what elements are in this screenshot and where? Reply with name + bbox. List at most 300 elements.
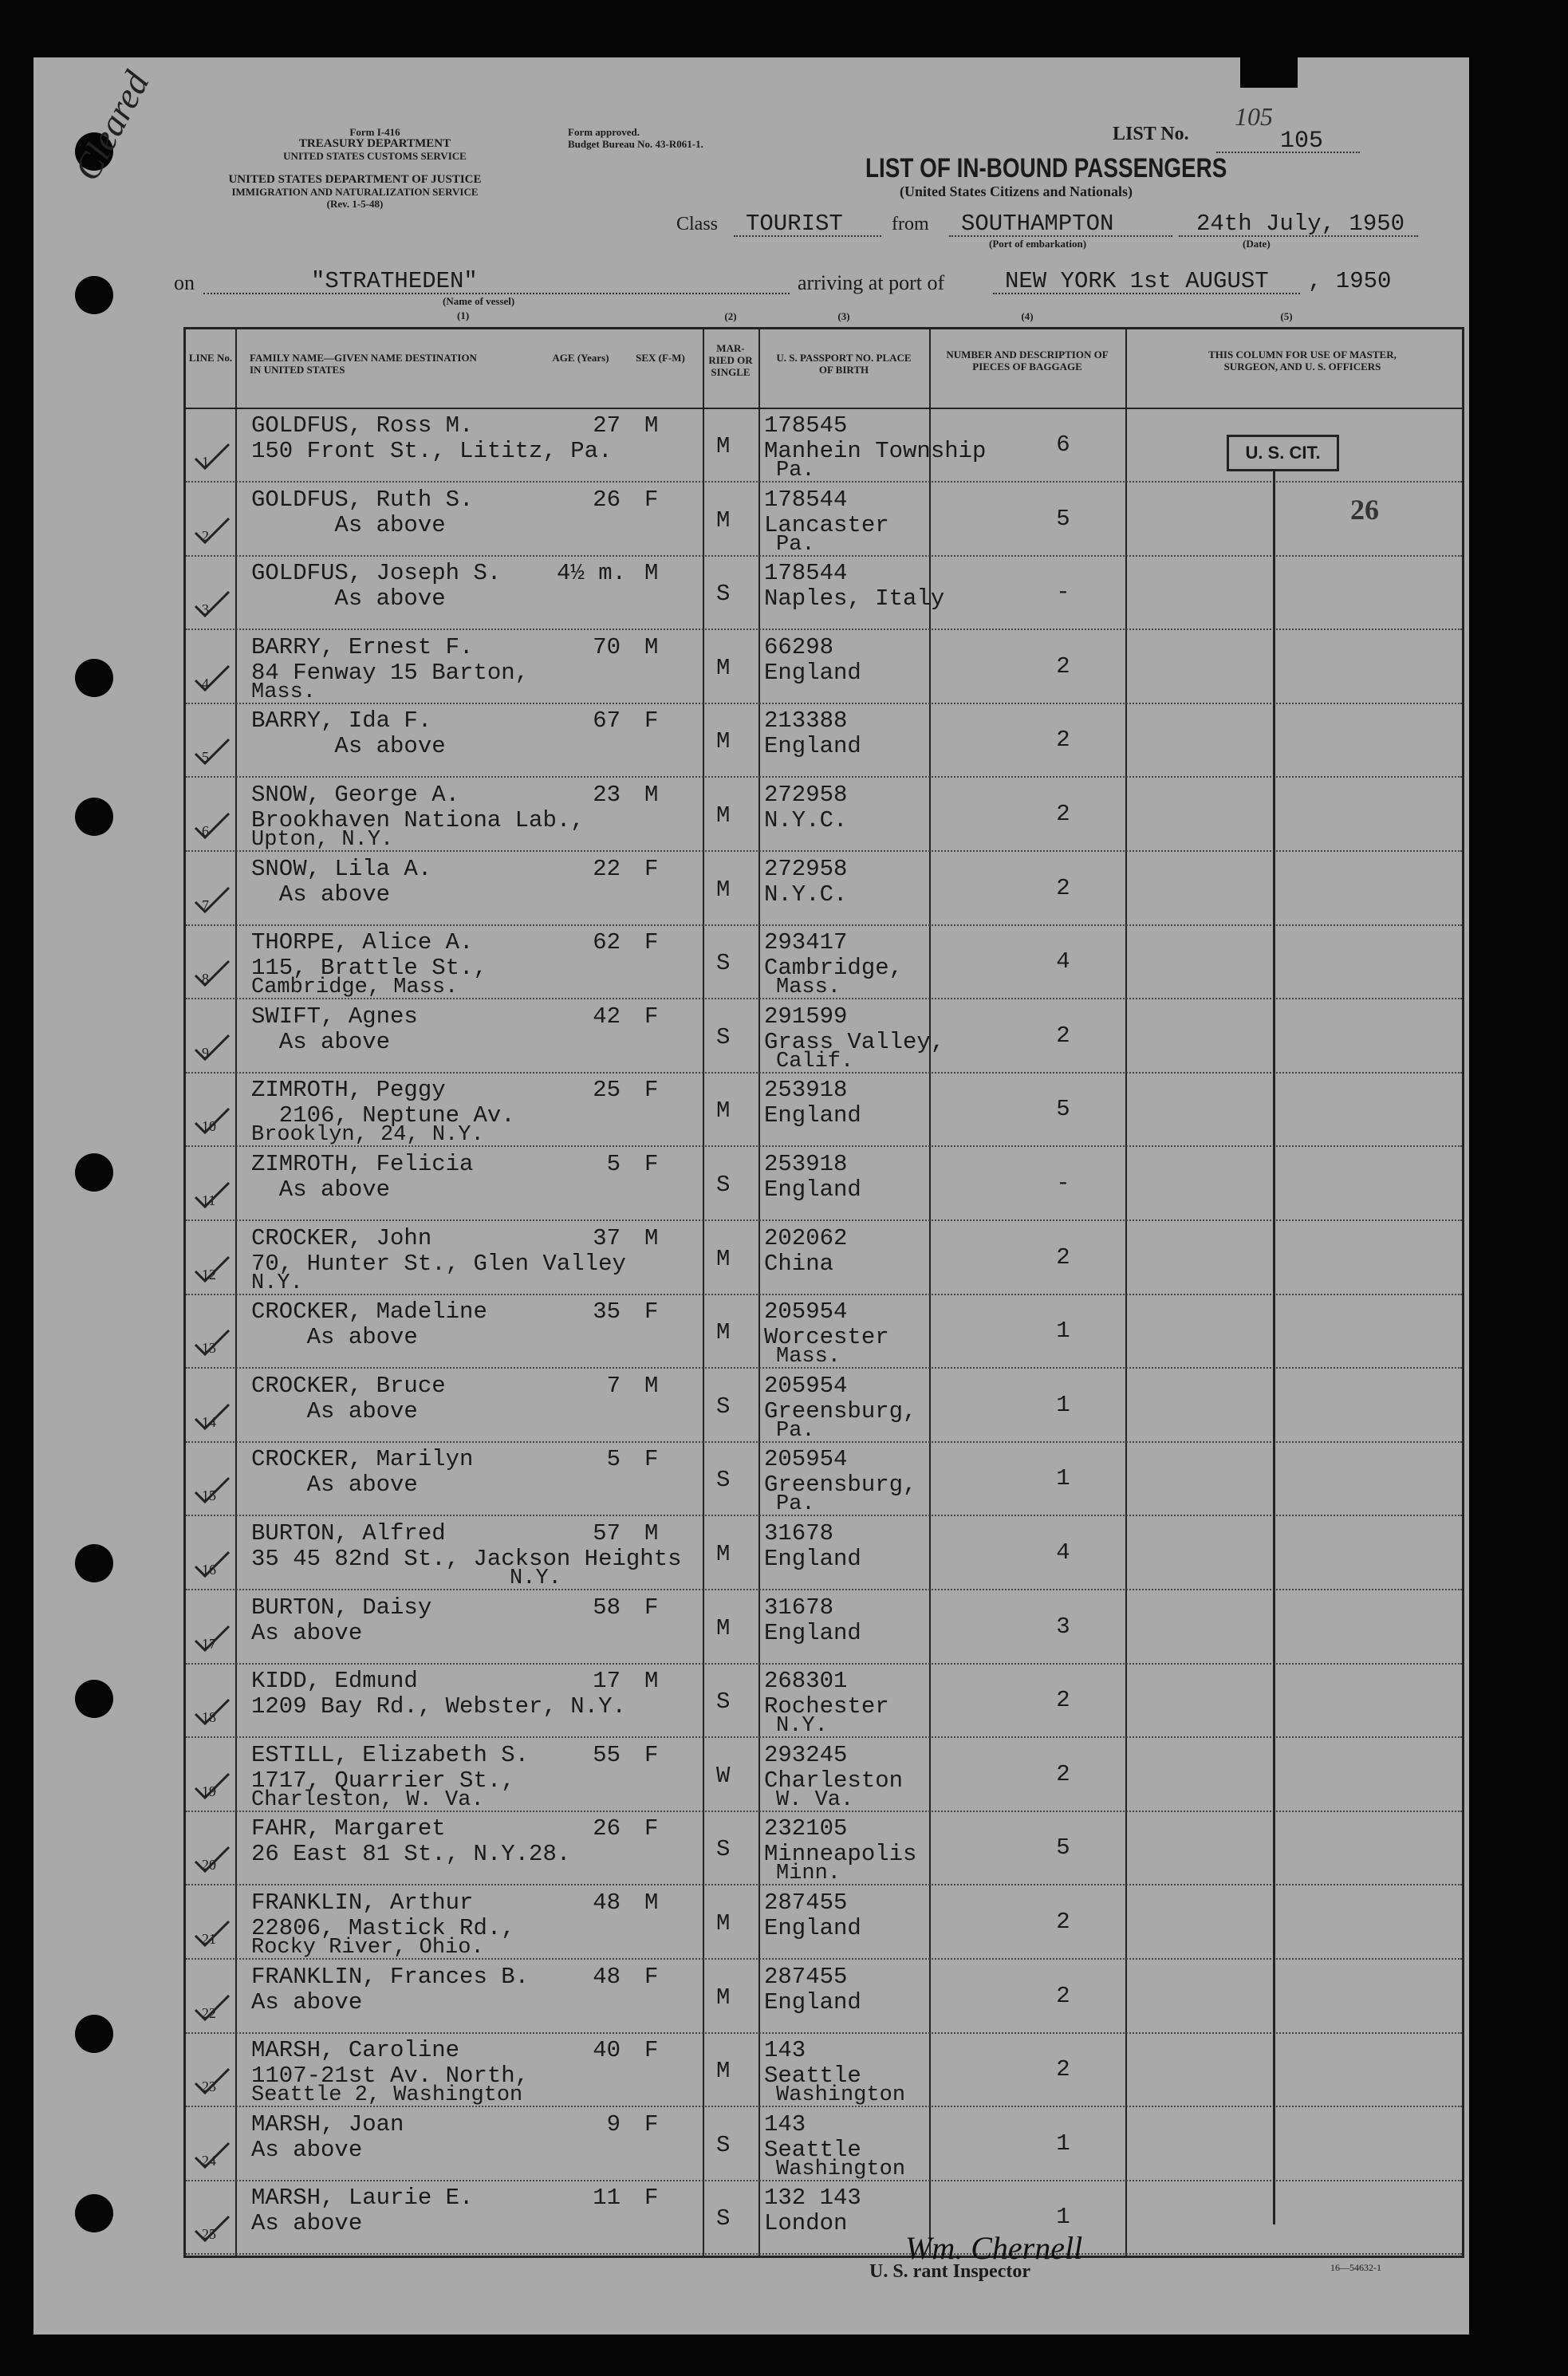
checkmark-icon: [192, 1105, 232, 1137]
passenger-age: 70: [593, 633, 621, 660]
checkmark-icon: [192, 958, 232, 990]
baggage-count: 3: [1056, 1613, 1070, 1640]
margin-note: Cleared: [65, 65, 157, 187]
vessel-line: [203, 293, 790, 294]
marital-status: M: [716, 1614, 731, 1641]
table-row: [186, 704, 1462, 778]
marital-status: S: [716, 950, 731, 977]
passenger-sex: F: [644, 929, 659, 956]
port-caption: (Port of embarkation): [989, 238, 1087, 250]
place-of-birth: Manhein Township: [764, 438, 987, 464]
checkmark-icon: [192, 1180, 232, 1212]
baggage-count: 2: [1056, 1022, 1070, 1049]
line-number: 9: [202, 1044, 209, 1061]
line-number: 6: [202, 823, 209, 839]
baggage-count: 6: [1056, 431, 1070, 458]
passenger-name: FRANKLIN, Frances B.: [251, 1963, 530, 1990]
class-line: [734, 235, 881, 237]
checkmark-icon: [192, 1771, 232, 1803]
passenger-sex: M: [644, 782, 659, 808]
line-number: 23: [202, 2079, 216, 2095]
checkmark-icon: [192, 1696, 232, 1728]
justice-department: UNITED STATES DEPARTMENT OF JUSTICE: [228, 173, 482, 186]
line-number: 16: [202, 1562, 216, 1578]
table-row: [186, 1665, 1462, 1738]
destination-address: 22806, Mastick Rd.,: [251, 1915, 515, 1941]
marital-status: S: [716, 1172, 731, 1198]
baggage-count: -: [1056, 579, 1070, 606]
passenger-age: 58: [593, 1594, 621, 1621]
passport-number: 232105: [764, 1815, 848, 1842]
marital-status: M: [716, 506, 731, 534]
passport-number: 291599: [764, 1003, 848, 1030]
place-of-birth: Worcester: [764, 1324, 889, 1351]
passenger-sex: F: [644, 1815, 659, 1842]
passenger-name: BURTON, Alfred: [251, 1520, 446, 1547]
passport-number: 178544: [764, 486, 848, 513]
date-value: 24th July, 1950: [1196, 211, 1405, 237]
marital-status: M: [716, 2058, 731, 2085]
destination-address: 115, Brattle St.,: [251, 955, 487, 982]
baggage-count: 2: [1056, 652, 1070, 680]
baggage-count: 2: [1056, 727, 1070, 754]
port-value: SOUTHAMPTON: [961, 211, 1114, 237]
baggage-count: 2: [1056, 1760, 1070, 1787]
place-of-birth: England: [764, 1619, 861, 1646]
passport-number: 293417: [764, 929, 848, 956]
line-number: 1: [202, 454, 209, 470]
destination-address-2: Seattle 2, Washington: [251, 2083, 523, 2108]
baggage-count: 1: [1056, 1318, 1070, 1345]
form-approved: Form approved.: [568, 126, 640, 138]
destination-address: As above: [251, 511, 446, 538]
passenger-sex: F: [644, 855, 659, 882]
passport-number: 253918: [764, 1077, 848, 1104]
checkmark-icon: [192, 1254, 232, 1286]
passport-number: 253918: [764, 1151, 848, 1177]
line-number: 13: [202, 1340, 216, 1357]
passport-number: 132 143: [764, 2185, 861, 2212]
passenger-age: 5: [606, 1446, 621, 1473]
passport-number: 31678: [764, 1594, 834, 1621]
passenger-sex: M: [644, 633, 659, 660]
checkmark-icon: [192, 515, 232, 547]
form-number: Form I-416: [349, 126, 400, 138]
marital-status: M: [716, 1097, 731, 1125]
destination-address: As above: [251, 1397, 418, 1424]
checkmark-icon: [192, 1844, 232, 1876]
col-header-married: MAR-RIED OR SINGLE: [708, 342, 753, 378]
marital-status: M: [716, 728, 731, 755]
table-row: [186, 557, 1462, 630]
passport-number: 205954: [764, 1446, 848, 1473]
port-line: [949, 235, 1172, 237]
passenger-name: GOLDFUS, Joseph S.: [251, 560, 502, 587]
marital-status: S: [716, 1023, 731, 1050]
list-no-line: [1216, 152, 1360, 153]
checkmark-icon: [192, 1549, 232, 1581]
place-of-birth: Naples, Italy: [764, 585, 945, 613]
marital-status: M: [716, 433, 731, 459]
table-row: [186, 1517, 1462, 1590]
passport-number: 268301: [764, 1668, 848, 1695]
passenger-name: BARRY, Ernest F.: [251, 633, 474, 660]
place-of-birth-2: Pa.: [776, 459, 815, 483]
destination-address: 2106, Neptune Av.: [251, 1102, 515, 1129]
place-of-birth: Minneapolis: [764, 1841, 917, 1868]
passenger-name: SWIFT, Agnes: [251, 1003, 418, 1030]
passenger-name: CROCKER, Madeline: [251, 1298, 487, 1326]
budget-bureau: Budget Bureau No. 43-R061-1.: [568, 138, 703, 150]
baggage-count: 2: [1056, 2056, 1070, 2083]
passenger-age: 42: [593, 1003, 621, 1030]
baggage-count: 2: [1056, 1982, 1070, 2009]
passenger-sex: F: [644, 1741, 659, 1768]
from-label: from: [892, 214, 929, 234]
passenger-age: 22: [593, 855, 621, 882]
passport-number: 202062: [764, 1224, 848, 1251]
punch-hole: [75, 1544, 113, 1582]
col-header-sex: SEX (F-M): [636, 352, 685, 364]
table-row: [186, 1591, 1462, 1665]
col-num-3: (3): [837, 310, 850, 322]
marital-status: S: [716, 2205, 731, 2232]
passenger-name: FRANKLIN, Arthur: [251, 1889, 474, 1916]
destination-address-2: N.Y.: [251, 1271, 303, 1295]
destination-address: Brookhaven Nationa Lab.,: [251, 807, 585, 833]
line-number: 14: [202, 1413, 216, 1430]
passenger-sex: M: [644, 560, 659, 587]
passenger-age: 26: [593, 486, 621, 513]
table-row: [186, 853, 1462, 926]
passenger-sex: F: [644, 707, 659, 735]
passenger-age: 27: [593, 412, 621, 439]
checkmark-icon: [192, 589, 232, 621]
line-number: 2: [202, 527, 209, 544]
passenger-age: 48: [593, 1963, 621, 1990]
place-of-birth: England: [764, 1546, 861, 1572]
baggage-count: 1: [1056, 1391, 1070, 1418]
checkmark-icon: [192, 885, 232, 916]
place-of-birth: Lancaster: [764, 511, 889, 538]
place-of-birth: England: [764, 1176, 861, 1203]
table-row: [186, 778, 1462, 852]
table-row: [186, 483, 1462, 557]
baggage-count: 2: [1056, 801, 1070, 827]
destination-address: As above: [251, 1324, 418, 1351]
marital-status: M: [716, 654, 731, 681]
col-num-2: (2): [724, 310, 737, 322]
checkmark-icon: [192, 1992, 232, 2024]
passport-number: 143: [764, 2110, 806, 2138]
marital-status: M: [716, 1984, 731, 2011]
destination-address: 35 45 82nd St., Jackson Heights: [251, 1546, 682, 1572]
passenger-age: 67: [593, 707, 621, 735]
marital-status: W: [716, 1762, 731, 1789]
destination-address: As above: [251, 1619, 363, 1646]
place-of-birth: Charleston: [764, 1767, 904, 1794]
passenger-age: 7: [606, 1372, 621, 1399]
passenger-name: MARSH, Caroline: [251, 2037, 460, 2064]
line-number: 22: [202, 2004, 216, 2021]
marital-status: M: [716, 1541, 731, 1567]
checkmark-icon: [192, 1475, 232, 1507]
place-of-birth-2: Pa.: [776, 532, 815, 557]
place-of-birth-2: Washington: [776, 2083, 906, 2108]
line-number: 24: [202, 2152, 216, 2169]
print-code: 16—54632-1: [1330, 2262, 1381, 2273]
checkmark-icon: [192, 2213, 232, 2245]
destination-address: 150 Front St., Lititz, Pa.: [251, 438, 613, 464]
place-of-birth: Grass Valley,: [764, 1028, 945, 1055]
destination-address-2: Brooklyn, 24, N.Y.: [251, 1123, 484, 1148]
passenger-name: KIDD, Edmund: [251, 1668, 418, 1695]
passenger-name: FAHR, Margaret: [251, 1815, 446, 1842]
passenger-age: 55: [593, 1741, 621, 1768]
baggage-count: 1: [1056, 2204, 1070, 2231]
destination-address-2: Charleston, W. Va.: [251, 1787, 484, 1812]
baggage-count: 1: [1056, 2130, 1070, 2157]
passport-number: 178545: [764, 412, 848, 439]
passenger-name: ZIMROTH, Peggy: [251, 1077, 446, 1104]
document-title: LIST OF IN-BOUND PASSENGERS: [865, 153, 1227, 183]
place-of-birth: China: [764, 1250, 834, 1277]
line-number: 5: [202, 749, 209, 766]
destination-address: As above: [251, 585, 446, 613]
table-row: [186, 1443, 1462, 1516]
table-row: [186, 1960, 1462, 2034]
place-of-birth: Cambridge,: [764, 955, 904, 982]
checkmark-icon: [192, 1327, 232, 1359]
checkmark-icon: [192, 1623, 232, 1655]
destination-address-2: N.Y.: [251, 1566, 561, 1590]
table-row: [186, 1739, 1462, 1812]
baggage-count: 2: [1056, 1243, 1070, 1271]
line-number: 12: [202, 1266, 216, 1283]
passenger-age: 4½ m.: [557, 560, 627, 587]
passenger-age: 17: [593, 1668, 621, 1695]
passenger-sex: M: [644, 1520, 659, 1547]
checkmark-icon: [192, 663, 232, 695]
place-of-birth-2: Mass.: [776, 975, 841, 1000]
punch-hole: [75, 276, 113, 314]
marital-status: M: [716, 802, 731, 829]
passenger-sex: F: [644, 1003, 659, 1030]
place-of-birth: N.Y.C.: [764, 881, 848, 908]
table-row: [186, 1000, 1462, 1074]
punch-hole: [75, 2015, 113, 2053]
passenger-age: 26: [593, 1815, 621, 1842]
passport-number: 287455: [764, 1889, 848, 1916]
passenger-name: ESTILL, Elizabeth S.: [251, 1741, 530, 1768]
baggage-count: 5: [1056, 1834, 1070, 1862]
list-no-label: LIST No.: [1113, 124, 1189, 144]
place-of-birth: England: [764, 1915, 861, 1941]
passenger-table: [183, 310, 1464, 2258]
baggage-count: 4: [1056, 1539, 1070, 1566]
place-of-birth-2: Pa.: [776, 1492, 815, 1517]
baggage-count: 2: [1056, 1687, 1070, 1714]
marital-status: S: [716, 1393, 731, 1420]
destination-address: 84 Fenway 15 Barton,: [251, 659, 530, 686]
destination-address-2: Mass.: [251, 680, 317, 704]
passenger-name: SNOW, Lila A.: [251, 855, 432, 882]
line-number: 21: [202, 1931, 216, 1947]
destination-address-2: Cambridge, Mass.: [251, 975, 459, 1000]
table-row: [186, 1222, 1462, 1295]
destination-address: As above: [251, 2136, 363, 2163]
col-num-4: (4): [1021, 310, 1034, 322]
passenger-age: 35: [593, 1298, 621, 1326]
destination-address: As above: [251, 1028, 391, 1055]
col-num-5: (5): [1280, 310, 1293, 322]
line-number: 19: [202, 1783, 216, 1799]
col-header-baggage: NUMBER AND DESCRIPTION OF PIECES OF BAGGAGE: [946, 349, 1109, 372]
punch-hole: [75, 1680, 113, 1718]
table-row: [186, 1295, 1462, 1369]
baggage-count: -: [1056, 1170, 1070, 1196]
passport-number: 178544: [764, 560, 848, 587]
passenger-sex: F: [644, 2110, 659, 2138]
place-of-birth: England: [764, 1102, 861, 1129]
line-number: 17: [202, 1635, 216, 1652]
col-header-officers: THIS COLUMN FOR USE OF MASTER, SURGEON, AND U. S. OFFICERS: [1208, 349, 1397, 372]
line-number: 4: [202, 675, 209, 692]
baggage-count: 2: [1056, 874, 1070, 901]
passenger-name: CROCKER, John: [251, 1224, 432, 1251]
checkmark-icon: [192, 736, 232, 768]
passport-number: 205954: [764, 1372, 848, 1399]
passenger-sex: F: [644, 1298, 659, 1326]
line-number: 7: [202, 896, 209, 913]
form-revision: (Rev. 1-5-48): [326, 198, 384, 210]
passenger-name: CROCKER, Bruce: [251, 1372, 446, 1399]
place-of-birth-2: Minn.: [776, 1862, 841, 1886]
table-row: [186, 926, 1462, 999]
officer-column-line: [1273, 470, 1275, 2224]
passenger-sex: F: [644, 2185, 659, 2212]
row-divider: [186, 2253, 1462, 2255]
passenger-sex: M: [644, 1889, 659, 1916]
passenger-sex: M: [644, 1372, 659, 1399]
passenger-name: GOLDFUS, Ross M.: [251, 412, 474, 439]
place-of-birth: Seattle: [764, 2063, 861, 2090]
immigration-service: IMMIGRATION AND NATURALIZATION SERVICE: [231, 186, 479, 198]
place-of-birth: England: [764, 1988, 861, 2015]
destination-address: 1717, Quarrier St.,: [251, 1767, 515, 1794]
marital-status: M: [716, 1319, 731, 1346]
place-of-birth-2: N.Y.: [776, 1714, 828, 1739]
table-row: [186, 631, 1462, 704]
place-of-birth: Greensburg,: [764, 1397, 917, 1424]
destination-address: 1209 Bay Rd., Webster, N.Y.: [251, 1693, 626, 1720]
justice-block: [171, 174, 538, 210]
punch-hole: [75, 659, 113, 697]
table-row: [186, 2181, 1462, 2255]
punch-hole: [75, 798, 113, 836]
place-of-birth-2: W. Va.: [776, 1787, 854, 1812]
passenger-sex: F: [644, 1963, 659, 1990]
place-of-birth: London: [764, 2210, 848, 2237]
checkmark-icon: [192, 2066, 232, 2098]
passenger-name: MARSH, Laurie E.: [251, 2185, 474, 2212]
passenger-sex: F: [644, 1594, 659, 1621]
line-number: 8: [202, 971, 209, 987]
destination-address-2: Upton, N.Y.: [251, 828, 394, 852]
passenger-sex: M: [644, 412, 659, 439]
destination-address: 26 East 81 St., N.Y.28.: [251, 1841, 571, 1868]
torn-corner: [1240, 57, 1298, 88]
passenger-sex: F: [644, 1151, 659, 1177]
baggage-count: 2: [1056, 1909, 1070, 1935]
marital-status: M: [716, 1245, 731, 1272]
table-row: [186, 1369, 1462, 1443]
treasury-department: TREASURY DEPARTMENT: [298, 137, 451, 150]
class-value: TOURIST: [746, 211, 843, 237]
destination-address-2: Rocky River, Ohio.: [251, 1936, 484, 1960]
customs-service: UNITED STATES CUSTOMS SERVICE: [283, 150, 467, 162]
passenger-age: 11: [593, 2185, 621, 2212]
count-note: 26: [1350, 494, 1379, 526]
place-of-birth: Seattle: [764, 2136, 861, 2163]
passport-number: 293245: [764, 1741, 848, 1768]
table-row: [186, 1148, 1462, 1221]
vessel-caption: (Name of vessel): [443, 295, 515, 307]
checkmark-icon: [192, 2140, 232, 2172]
passenger-age: 23: [593, 782, 621, 808]
passenger-sex: F: [644, 2037, 659, 2064]
list-no-handwritten: 105: [1235, 102, 1273, 131]
line-number: 3: [202, 601, 209, 618]
passport-number: 31678: [764, 1520, 834, 1547]
arrival-year: , 1950: [1308, 268, 1392, 294]
table-row: [186, 1074, 1462, 1147]
passenger-name: GOLDFUS, Ruth S.: [251, 486, 474, 513]
passenger-age: 40: [593, 2037, 621, 2064]
destination-address: 1107-21st Av. North,: [251, 2063, 530, 2090]
passenger-age: 48: [593, 1889, 621, 1916]
passenger-name: BARRY, Ida F.: [251, 707, 432, 735]
marital-status: S: [716, 581, 731, 608]
passenger-name: SNOW, George A.: [251, 782, 460, 808]
on-label: on: [174, 271, 195, 294]
baggage-count: 5: [1056, 1096, 1070, 1123]
marital-status: S: [716, 1836, 731, 1863]
destination-address: As above: [251, 1472, 418, 1499]
checkmark-icon: [192, 1032, 232, 1064]
checkmark-icon: [192, 1401, 232, 1433]
passenger-sex: M: [644, 1224, 659, 1251]
passenger-age: 9: [606, 2110, 621, 2138]
table-row: [186, 2034, 1462, 2107]
line-number: 11: [202, 1192, 216, 1208]
marital-status: S: [716, 1688, 731, 1716]
marital-status: M: [716, 1910, 731, 1937]
place-of-birth: England: [764, 733, 861, 760]
place-of-birth: N.Y.C.: [764, 807, 848, 833]
place-of-birth: Rochester: [764, 1693, 889, 1720]
baggage-count: 4: [1056, 948, 1070, 975]
passenger-age: 37: [593, 1224, 621, 1251]
us-citizen-stamp: U. S. CIT.: [1227, 435, 1339, 471]
passenger-sex: F: [644, 486, 659, 513]
punch-hole: [75, 1153, 113, 1192]
place-of-birth: England: [764, 659, 861, 686]
destination-address: As above: [251, 733, 446, 760]
passport-number: 205954: [764, 1298, 848, 1326]
list-no-value: 105: [1280, 128, 1324, 155]
baggage-count: 5: [1056, 505, 1070, 532]
